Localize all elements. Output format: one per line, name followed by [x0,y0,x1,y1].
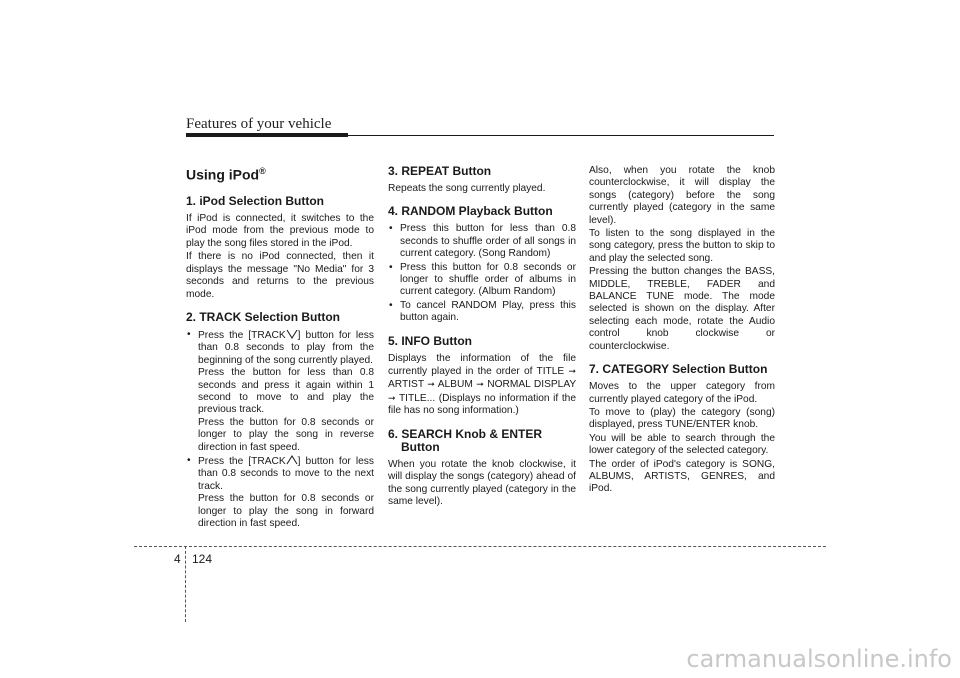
search-knob-line-2: Button [401,439,440,454]
heading-ipod-selection: 1. iPod Selection Button [186,194,325,209]
section-title [186,165,374,181]
knob-text-2: To listen to the song displayed in the song category, press the button to skip to and play the selected song. [589,228,775,264]
search-knob-line-1: 6. SEARCH Knob & ENTER [388,426,543,441]
random-bullet-list [388,223,576,324]
track-up-text-2: Press the button for 0.8 seconds or longer to play the song in forward direction in fast speed. [198,493,374,529]
section-title-text: Using iPod [186,166,260,183]
track-up-pre: Press the [TRACK [198,455,286,467]
category-text-4: The order of iPod's category is SONG, ALBUMS, ARTISTS, GENRES, and iPod. [589,458,775,495]
heading-repeat: 3. REPEAT Button [388,164,492,178]
heading-category: 7. CATEGORY Selection Button [589,362,768,377]
track-down-text-3: Press the button for 0.8 seconds or longer to play the song in reverse direction in fast speed. [198,416,374,453]
info-text-normal: NORMAL DISPLAY [487,379,576,391]
info-text-title: TITLE... (Displays no information if the file has no song information.) [388,392,576,417]
arrow-right-icon: ➞ [427,379,435,390]
footer-vertical-rule [185,546,186,622]
track-down-pre: Press the [TRACK [198,329,286,341]
page-header-title: Features of your vehicle [186,116,332,132]
column-1 [186,160,374,531]
column-3 [589,160,775,497]
header-rule-thick [186,133,348,137]
header-rule-thin [348,135,774,136]
track-up-post: ] button for less than 0.8 seconds to move to the next track. [198,455,374,492]
registered-mark: ® [259,166,266,176]
heading-track-selection: 2. TRACK Selection Button [186,309,341,324]
random-bullet-1: • Press this button for less than 0.8 seconds to shuffle order of all songs in current category. (Song Random) [388,223,576,260]
footer-rule [134,546,826,547]
repeat-text: Repeats the song currently played. [388,183,546,194]
heading-info: 5. INFO Button [388,333,472,348]
info-text-artist: ARTIST [388,379,424,391]
heading-search-knob [388,428,576,454]
track-bullet-list [186,329,374,531]
random-bullet-3: • To cancel RANDOM Play, press this button again. [388,300,576,325]
knob-text-1: Also, when you rotate the knob counterclockwise, it will display the songs (category) before the song currently played (category in the same level). [589,165,775,226]
track-down-text-2: Press the button for less than 0.8 seconds and press it again within 1 second to move to and play the previous track. [198,367,374,416]
arrow-right-icon: ➞ [568,366,576,377]
track-down-post: ] button for less than 0.8 seconds to play from the beginning of the song currently played. [198,329,374,366]
track-up-bullet [186,455,374,530]
chapter-number: 4 [174,552,181,566]
random-bullet-2: • Press this button for 0.8 seconds or longer to shuffle order of albums in current category. (Album Random) [388,262,576,299]
info-text [388,353,576,418]
category-text-1: Moves to the upper category from currently played category of the iPod. [589,381,775,405]
page-number: 124 [192,552,213,566]
arrow-right-icon: ➞ [476,379,484,390]
category-text-3: You will be able to search through the lower category of the selected category. [589,432,775,457]
watermark: carmanualsonline.info [686,645,952,673]
arrow-right-icon: ➞ [388,392,396,403]
ipod-selection-text-1: If iPod is connected, it switches to the iPod mode from the previous mode to play the song files stored in the iPod. [186,213,374,249]
chevron-up-icon [286,455,298,465]
info-text-1: Displays the information of the file currently played in the order of TITLE [388,352,576,378]
chevron-down-icon [286,329,298,339]
track-down-bullet [186,329,374,454]
search-knob-text: When you rotate the knob clockwise, it will display the songs (category) ahead of the song currently played (category in the same level). [388,458,576,507]
knob-text-3: Pressing the button changes the BASS, MIDDLE, TREBLE, FADER and BALANCE TUNE mode. The mode selected is shown on the display. After selecting each mode, rotate the Audio control knob clockwise or counterclockwise. [589,266,775,352]
column-2 [388,160,576,509]
ipod-selection-text-2: If there is no iPod connected, then it displays the message "No Media" for 3 seconds and returns to the previous mode. [186,251,374,300]
category-text-2: To move to (play) the category (song) displayed, press TUNE/ENTER knob. [589,406,775,431]
heading-random: 4. RANDOM Playback Button [388,204,553,219]
info-text-album: ALBUM [437,379,473,391]
